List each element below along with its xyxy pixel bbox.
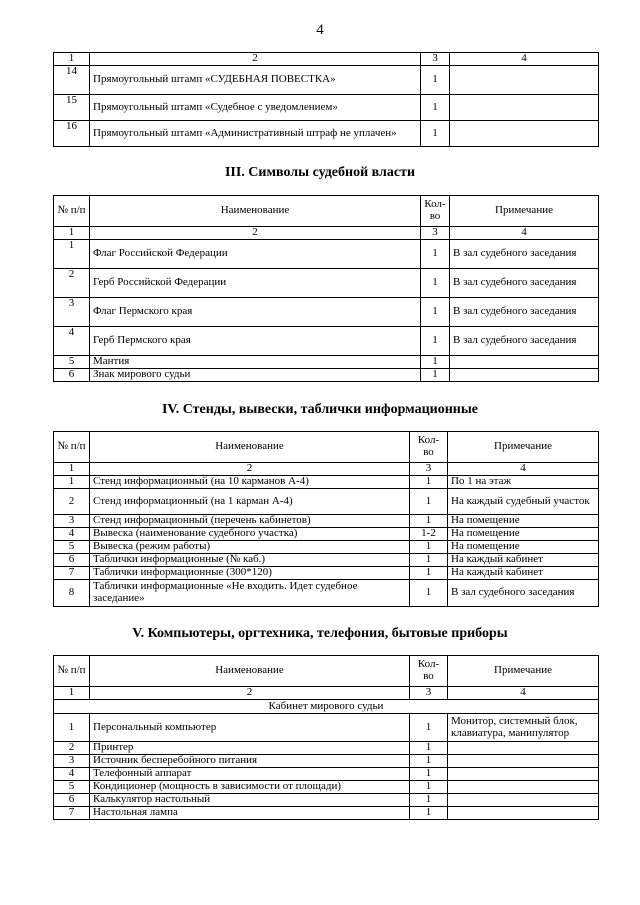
row-qty: 1 bbox=[421, 66, 450, 95]
row-name: Персональный компьютер bbox=[90, 714, 410, 742]
table-row bbox=[54, 714, 599, 742]
row-qty: 1 bbox=[410, 742, 448, 755]
header-note: Примечание bbox=[448, 432, 599, 463]
table-row bbox=[54, 327, 599, 356]
table-row bbox=[54, 541, 599, 554]
header-row bbox=[54, 432, 599, 463]
table-row bbox=[54, 781, 599, 794]
row-name: Стенд информационный (перечень кабинетов) bbox=[90, 515, 410, 528]
table-row bbox=[54, 121, 599, 147]
row-name: Телефонный аппарат bbox=[90, 768, 410, 781]
row-note: В зал судебного заседания bbox=[450, 240, 599, 269]
row-qty: 1 bbox=[421, 356, 450, 369]
header-name: Наименование bbox=[90, 432, 410, 463]
table-row bbox=[54, 95, 599, 121]
row-qty: 1 bbox=[410, 489, 448, 515]
row-name: Таблички информационные (300*120) bbox=[90, 567, 410, 580]
row-number: 6 bbox=[54, 794, 90, 807]
row-name: Принтер bbox=[90, 742, 410, 755]
table-row bbox=[54, 515, 599, 528]
table-row bbox=[54, 298, 599, 327]
row-qty: 1-2 bbox=[410, 528, 448, 541]
table-row bbox=[54, 489, 599, 515]
row-number: 15 bbox=[54, 95, 90, 121]
row-number: 7 bbox=[54, 807, 90, 820]
header-row bbox=[54, 196, 599, 227]
table-row bbox=[54, 240, 599, 269]
row-note bbox=[448, 742, 599, 755]
header-num: № п/п bbox=[54, 432, 90, 463]
row-note: В зал судебного заседания bbox=[450, 269, 599, 298]
row-name: Прямоугольный штамп «Административный штраф не уплачен» bbox=[90, 121, 421, 147]
col-num-1: 1 bbox=[54, 53, 90, 66]
row-number: 2 bbox=[54, 742, 90, 755]
col-num-2: 2 bbox=[90, 227, 421, 240]
header-row bbox=[54, 656, 599, 687]
row-qty: 1 bbox=[421, 240, 450, 269]
table-row bbox=[54, 476, 599, 489]
row-name: Флаг Пермского края bbox=[90, 298, 421, 327]
header-num: № п/п bbox=[54, 656, 90, 687]
row-number: 5 bbox=[54, 356, 90, 369]
row-number: 1 bbox=[54, 476, 90, 489]
row-note: В зал судебного заседания bbox=[450, 327, 599, 356]
header-qty: Кол-во bbox=[410, 432, 448, 463]
section-title-stands: IV. Стенды, вывески, таблички информационные bbox=[161, 402, 479, 417]
col-num-2: 2 bbox=[90, 463, 410, 476]
row-name: Таблички информационные (№ каб.) bbox=[90, 554, 410, 567]
table-stands bbox=[53, 431, 599, 607]
column-number-row bbox=[54, 463, 599, 476]
row-number: 1 bbox=[54, 240, 90, 269]
row-number: 6 bbox=[54, 554, 90, 567]
col-num-3: 3 bbox=[410, 687, 448, 700]
row-number: 14 bbox=[54, 66, 90, 95]
row-note bbox=[450, 356, 599, 369]
row-name: Прямоугольный штамп «СУДЕБНАЯ ПОВЕСТКА» bbox=[90, 66, 421, 95]
header-name: Наименование bbox=[90, 656, 410, 687]
row-qty: 1 bbox=[421, 95, 450, 121]
row-number: 4 bbox=[54, 768, 90, 781]
row-name: Стенд информационный (на 10 карманов А-4) bbox=[90, 476, 410, 489]
row-note: По 1 на этаж bbox=[448, 476, 599, 489]
table-row bbox=[54, 580, 599, 607]
table-row bbox=[54, 528, 599, 541]
row-qty: 1 bbox=[410, 794, 448, 807]
row-note bbox=[448, 768, 599, 781]
row-note bbox=[448, 807, 599, 820]
row-note: На помещение bbox=[448, 541, 599, 554]
row-number: 2 bbox=[54, 269, 90, 298]
row-note bbox=[448, 781, 599, 794]
header-note: Примечание bbox=[450, 196, 599, 227]
row-note bbox=[450, 121, 599, 147]
table-row bbox=[54, 768, 599, 781]
table-row bbox=[54, 807, 599, 820]
row-qty: 1 bbox=[421, 269, 450, 298]
row-number: 3 bbox=[54, 515, 90, 528]
row-name: Настольная лампа bbox=[90, 807, 410, 820]
row-number: 4 bbox=[54, 327, 90, 356]
row-note: В зал судебного заседания bbox=[448, 580, 599, 607]
table-row bbox=[54, 554, 599, 567]
col-num-2: 2 bbox=[90, 53, 421, 66]
row-qty: 1 bbox=[410, 541, 448, 554]
row-note bbox=[450, 369, 599, 382]
table-row bbox=[54, 742, 599, 755]
row-qty: 1 bbox=[410, 714, 448, 742]
col-num-3: 3 bbox=[421, 53, 450, 66]
row-qty: 1 bbox=[421, 298, 450, 327]
row-qty: 1 bbox=[421, 369, 450, 382]
row-qty: 1 bbox=[421, 121, 450, 147]
col-num-3: 3 bbox=[421, 227, 450, 240]
header-name: Наименование bbox=[90, 196, 421, 227]
row-number: 1 bbox=[54, 714, 90, 742]
subheader-row bbox=[54, 700, 599, 714]
row-name: Мантия bbox=[90, 356, 421, 369]
header-qty: Кол-во bbox=[421, 196, 450, 227]
header-qty: Кол-во bbox=[410, 656, 448, 687]
row-number: 7 bbox=[54, 567, 90, 580]
row-name: Кондиционер (мощность в зависимости от площади) bbox=[90, 781, 410, 794]
row-name: Вывеска (режим работы) bbox=[90, 541, 410, 554]
table-row bbox=[54, 369, 599, 382]
column-number-row bbox=[54, 53, 599, 66]
row-qty: 1 bbox=[410, 768, 448, 781]
col-num-1: 1 bbox=[54, 227, 90, 240]
row-number: 4 bbox=[54, 528, 90, 541]
row-number: 6 bbox=[54, 369, 90, 382]
row-number: 3 bbox=[54, 298, 90, 327]
row-qty: 1 bbox=[421, 327, 450, 356]
column-number-row bbox=[54, 687, 599, 700]
row-name: Герб Пермского края bbox=[90, 327, 421, 356]
header-note: Примечание bbox=[448, 656, 599, 687]
row-name: Калькулятор настольный bbox=[90, 794, 410, 807]
col-num-4: 4 bbox=[450, 227, 599, 240]
row-note bbox=[450, 66, 599, 95]
row-note: На каждый кабинет bbox=[448, 554, 599, 567]
row-note: В зал судебного заседания bbox=[450, 298, 599, 327]
row-qty: 1 bbox=[410, 807, 448, 820]
table-row bbox=[54, 66, 599, 95]
row-qty: 1 bbox=[410, 554, 448, 567]
col-num-1: 1 bbox=[54, 463, 90, 476]
row-qty: 1 bbox=[410, 755, 448, 768]
col-num-4: 4 bbox=[450, 53, 599, 66]
row-name: Герб Российской Федерации bbox=[90, 269, 421, 298]
table-row bbox=[54, 269, 599, 298]
row-note: На помещение bbox=[448, 528, 599, 541]
row-number: 5 bbox=[54, 781, 90, 794]
row-number: 8 bbox=[54, 580, 90, 607]
section-title-computers: V. Компьютеры, оргтехника, телефония, бытовые приборы bbox=[132, 626, 508, 641]
table-computers bbox=[53, 655, 599, 820]
row-note: На помещение bbox=[448, 515, 599, 528]
row-name: Источник бесперебойного питания bbox=[90, 755, 410, 768]
row-note: На каждый кабинет bbox=[448, 567, 599, 580]
col-num-1: 1 bbox=[54, 687, 90, 700]
row-name: Знак мирового судьи bbox=[90, 369, 421, 382]
col-num-2: 2 bbox=[90, 687, 410, 700]
row-name: Таблички информационные «Не входить. Идет судебное заседание» bbox=[90, 580, 410, 607]
row-note: На каждый судебный участок bbox=[448, 489, 599, 515]
row-name: Стенд информационный (на 1 карман А-4) bbox=[90, 489, 410, 515]
section-title-symbols: III. Символы судебной власти bbox=[224, 165, 416, 180]
row-note bbox=[450, 95, 599, 121]
row-number: 16 bbox=[54, 121, 90, 147]
row-number: 2 bbox=[54, 489, 90, 515]
row-qty: 1 bbox=[410, 567, 448, 580]
row-name: Вывеска (наименование судебного участка) bbox=[90, 528, 410, 541]
row-qty: 1 bbox=[410, 781, 448, 794]
row-number: 3 bbox=[54, 755, 90, 768]
row-qty: 1 bbox=[410, 515, 448, 528]
column-number-row bbox=[54, 227, 599, 240]
col-num-3: 3 bbox=[410, 463, 448, 476]
col-num-4: 4 bbox=[448, 463, 599, 476]
table-row bbox=[54, 755, 599, 768]
row-qty: 1 bbox=[410, 476, 448, 489]
table-symbols bbox=[53, 195, 599, 382]
table-row bbox=[54, 567, 599, 580]
table-stamps bbox=[53, 52, 599, 147]
col-num-4: 4 bbox=[448, 687, 599, 700]
row-qty: 1 bbox=[410, 580, 448, 607]
row-name: Флаг Российской Федерации bbox=[90, 240, 421, 269]
page-number: 4 bbox=[316, 22, 324, 38]
room-subheader: Кабинет мирового судьи bbox=[54, 700, 599, 714]
table-row bbox=[54, 356, 599, 369]
table-row bbox=[54, 794, 599, 807]
row-note bbox=[448, 794, 599, 807]
row-name: Прямоугольный штамп «Судебное с уведомлением» bbox=[90, 95, 421, 121]
header-num: № п/п bbox=[54, 196, 90, 227]
row-number: 5 bbox=[54, 541, 90, 554]
row-note: Монитор, системный блок, клавиатура, манипулятор bbox=[448, 714, 599, 742]
row-note bbox=[448, 755, 599, 768]
